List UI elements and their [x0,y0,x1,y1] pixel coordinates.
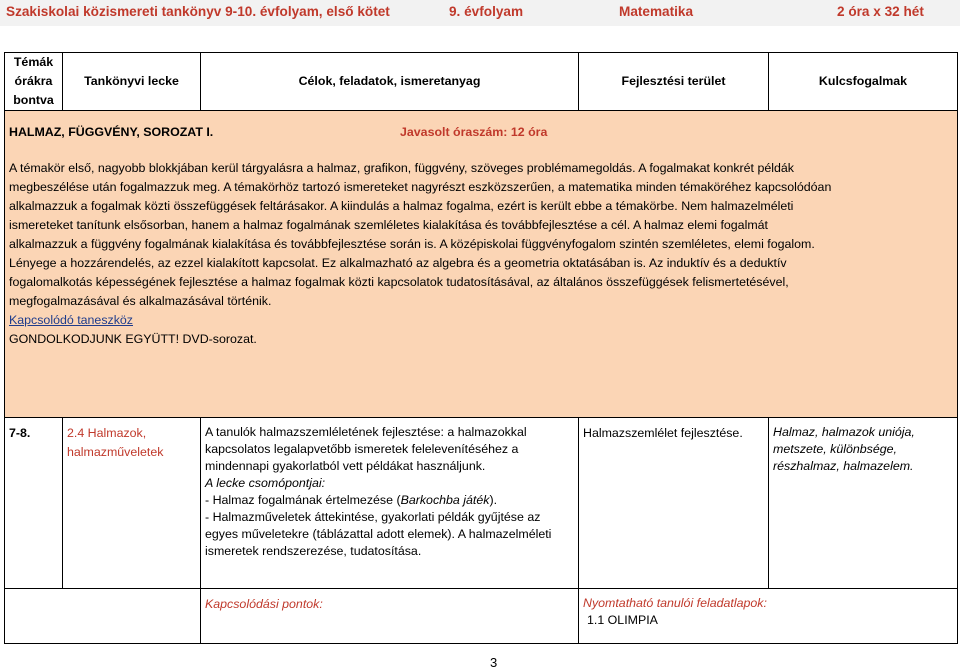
subject-label: Matematika [619,4,694,19]
curriculum-table [4,52,958,644]
section-line: megfogalmazásával és alkalmazásával történik. [9,294,272,308]
col-keyconcepts: Kulcsfogalmak [769,53,958,111]
lesson-keyconcepts: Halmaz, halmazok uniója, metszete, különbsége, részhalmaz, halmazelem. [769,418,958,589]
col-lesson: Tankönyvi lecke [63,53,201,111]
lesson-node-item: - Halmaz fogalmának értelmezése (Barkochba játék). [205,493,498,507]
lesson-hours: 7-8. [5,418,63,589]
worksheets-cell [579,589,958,644]
worksheets-label: Nyomtatható tanulói feladatlapok: [583,596,767,610]
lesson-node-item: - Halmazműveletek áttekintése, gyakorlati példák gyűjtése az [205,510,541,524]
dvd-series: GONDOLKODJUNK EGYÜTT! DVD-sorozat. [9,332,257,346]
grade-label: 9. évfolyam [449,4,524,19]
section-hours: Javasolt óraszám: 12 óra [400,125,548,139]
section-line: megbeszélése után fogalmazzuk meg. A témakörhöz tartozó ismereteket nagyrészt eszközszerűen, a matematika minden témaköréhez kapcsolódóan [9,180,832,194]
table-header-row [5,53,958,111]
section-line: alkalmazzuk a függvény fogalmának kialakítása és továbbfejlesztése során is. A középiskolai függvényfogalom szintén szemléletes, elemi fogalom. [9,237,815,251]
col-goals: Célok, feladatok, ismeretanyag [201,53,579,111]
section-line: ismereteket tanítunk elsősorban, hanem a halmaz fogalmának szemléletes kialakítása és továbbfejlesztése a cél. A halmaz elemi fogalmát [9,218,768,232]
lesson-development: Halmazszemlélet fejlesztése. [579,418,769,589]
col-topics: Témák órákra bontva [5,53,63,111]
lesson-nodes-label: A lecke csomópontjai: [205,476,326,490]
col-development: Fejlesztési terület [579,53,769,111]
section-line: A témakör első, nagyobb blokkjában kerül tárgyalásra a halmaz, grafikon, függvény, szöveges problémamegoldás. A fogalmakat konkrét példák [9,161,794,175]
section-title: HALMAZ, FÜGGVÉNY, SOROZAT I. [9,125,214,139]
section-row [5,111,958,418]
related-material-link[interactable]: Kapcsolódó taneszköz [9,313,133,327]
document-header [0,0,960,26]
connections-row [5,589,958,644]
hours-label: 2 óra x 32 hét [837,4,924,19]
section-line: fogalomalkotás képességének fejlesztése a halmaz fogalmak közti kapcsolatok tudatosításával, az általános összefüggések felismertetésével, [9,275,789,289]
worksheet-item: 1.1 OLIMPIA [587,613,658,627]
section-intro [5,111,958,418]
lesson-row [5,418,958,589]
section-line: Lényege a hozzárendelés, az ezzel kialakított kapcsolat. Ez alkalmazható az algebra és a geometria oktatásában is. Az induktív és a deduktív [9,256,787,270]
book-title: Szakiskolai közismereti tankönyv 9-10. évfolyam, első kötet [6,4,390,19]
lesson-title: 2.4 Halmazok, halmazműveletek [63,418,201,589]
lesson-goals: A tanulók halmazszemléletének fejlesztése: a halmazokkal kapcsolatos legalapvetőbb ismeretek felelevenítéséhez a mindennapi gyakorlatból vett példákat használjunk. A lecke csomópontjai: - Halmaz fogalmának értelmezése (Barkochba játék). - Halmazműveletek áttekintése, gyakorlati példák gyűjtése az egyes műveletekre (táblázattal adott elemek). A halmazelméleti ismeretek rendszerezése, tudatosítása. [201,418,579,589]
page-number: 3 [490,655,498,670]
section-line: alkalmazzuk a fogalmak közti összefüggések feltárásakor. A kiindulás a halmaz fogalma, ezért is került ebbe a témakörbe. Nem halmazelméleti [9,199,794,213]
connections-label: Kapcsolódási pontok: [201,589,579,644]
